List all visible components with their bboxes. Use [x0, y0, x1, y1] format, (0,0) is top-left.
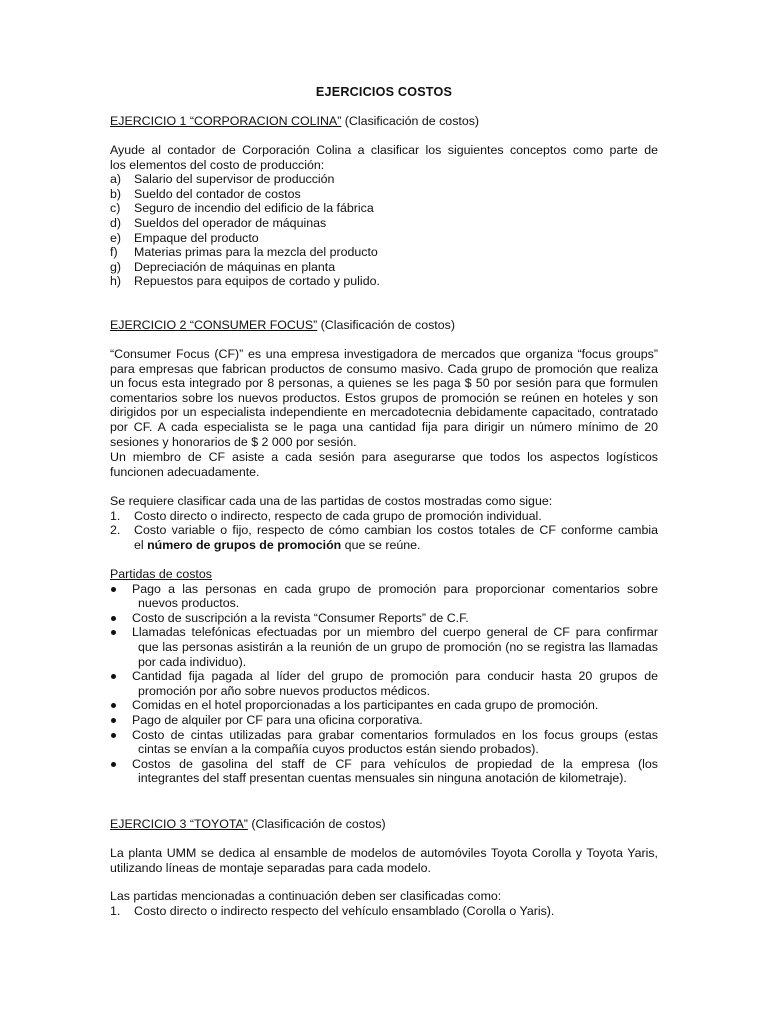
partida-item-continuation: integrantes del staff presentan cuentas mensuales sin ninguna anotación de kilometraje).	[138, 771, 627, 786]
partidas-title: Partidas de costos	[110, 567, 212, 581]
ex1-list-item-label: g)	[110, 259, 122, 274]
ex1-list-item-text: Seguro de incendio del edificio de la fábrica	[134, 201, 374, 216]
partida-item	[110, 611, 658, 626]
ex2-req-1-text: Costo directo o indirecto, respecto de cada grupo de promoción individual.	[134, 508, 542, 523]
ex3-heading-title: EJERCICIO 3 “TOYOTA”	[110, 817, 248, 831]
bullet-icon	[110, 625, 132, 669]
ex1-list-item-label: a)	[110, 172, 122, 187]
ex3-heading-suffix: (Clasificación de costos)	[247, 817, 386, 831]
partida-item-line1: Costos de gasolina del staff de CF para vehículos de propiedad de la empresa (los	[132, 756, 658, 771]
ex2-req-2-line1: Costo variable o fijo, respecto de cómo cambian los costos totales de CF conforme cambia	[134, 523, 658, 538]
ex1-list-item	[110, 260, 658, 275]
partida-item-line1: Llamadas telefónicas efectuadas por un miembro del cuerpo general de CF para confirmar	[132, 625, 658, 640]
ex1-list-item	[110, 216, 658, 231]
ex3-requirements	[110, 889, 658, 918]
ex1-list	[110, 172, 658, 289]
partida-item-line1: Costo de suscripción a la revista “Consumer Reports” de C.F.	[132, 610, 469, 625]
partida-item-continuation: nuevos productos.	[138, 596, 240, 611]
ex2-req-1	[110, 509, 658, 524]
partida-item-line1: Comidas en el hotel proporcionadas a los participantes en cada grupo de promoción.	[132, 698, 599, 713]
partida-item-body	[132, 713, 658, 728]
ex1-body	[110, 143, 658, 289]
partida-item	[110, 582, 658, 611]
bullet-icon	[110, 713, 132, 728]
ex1-list-item-label: b)	[110, 186, 122, 201]
ex3-req-1-text: Costo directo o indirecto respecto del vehículo ensamblado (Corolla o Yaris).	[134, 903, 555, 918]
partida-item-continuation: que las personas asistirán a la reunión de un grupo de promoción (no se registra las llamadas por cada individuo).	[138, 639, 658, 669]
bullet-icon	[110, 728, 132, 757]
ex1-heading-title: EJERCICIO 1 “CORPORACION COLINA”	[110, 114, 342, 128]
partida-item	[110, 757, 658, 786]
ex2-req-2	[110, 523, 658, 552]
ex2-heading	[110, 318, 658, 333]
ex1-list-item	[110, 231, 658, 246]
ex3-req-1-number: 1.	[110, 903, 121, 918]
partida-item-body	[132, 611, 658, 626]
bullet-icon	[110, 757, 132, 786]
bullet-icon	[110, 698, 132, 713]
ex2-req-2-bold: número de grupos de promoción	[147, 537, 342, 552]
ex3-req-1	[110, 904, 658, 919]
partida-item-body	[132, 698, 658, 713]
partida-item	[110, 728, 658, 757]
ex2-req-2-line2	[134, 538, 658, 553]
ex2-heading-title: EJERCICIO 2 “CONSUMER FOCUS”	[110, 318, 318, 332]
ex1-list-item-text: Sueldos del operador de máquinas	[134, 215, 327, 230]
ex2-req-1-number: 1.	[110, 508, 121, 523]
partida-item-line1: Pago de alquiler por CF para una oficina corporativa.	[132, 712, 423, 727]
partida-item	[110, 669, 658, 698]
page-title: EJERCICIOS COSTOS	[315, 85, 453, 99]
ex1-intro-line2: los elementos del costo de producción:	[110, 157, 325, 172]
ex3-heading	[110, 817, 658, 832]
ex2-requirements	[110, 494, 658, 552]
ex1-heading	[110, 114, 658, 129]
ex1-list-item	[110, 201, 658, 216]
partida-item-body	[132, 625, 658, 669]
partida-item-body	[132, 728, 658, 757]
ex1-list-item-label: e)	[110, 230, 122, 245]
ex1-list-item-text: Empaque del producto	[134, 230, 259, 245]
ex1-list-item	[110, 274, 658, 289]
partida-item	[110, 698, 658, 713]
ex1-list-item-text: Depreciación de máquinas en planta	[134, 259, 336, 274]
partida-item-continuation: promoción por año sobre nuevos productos médicos.	[138, 683, 431, 698]
partida-item-continuation: cintas se envían a la compañía cuyos productos están siendo probados).	[138, 742, 539, 757]
ex1-list-item-text: Salario del supervisor de producción	[134, 172, 335, 187]
ex2-req-2-pre: el	[134, 537, 148, 552]
partida-item	[110, 713, 658, 728]
bullet-icon	[110, 582, 132, 611]
ex3-req-intro: Las partidas mencionadas a continuación deben ser clasificadas como:	[110, 889, 502, 903]
ex1-list-item	[110, 187, 658, 202]
ex1-list-item-label: f)	[110, 245, 118, 260]
ex2-paragraph-2: Un miembro de CF asiste a cada sesión para asegurarse que todos los aspectos logísticos funcionen adecuadamente.	[110, 450, 658, 479]
ex2-req-intro: Se requiere clasificar cada una de las partidas de costos mostradas como sigue:	[110, 494, 553, 508]
ex2-paragraph-1: “Consumer Focus (CF)” es una empresa investigadora de mercados que organiza “focus groups” para empresas que fabrican productos de consumo masivo. Cada grupo de promoción que realiza un focus esta integrado por 8 personas, a quienes se les paga $ 50 por sesión para que formulen comentarios sobre los nuevos productos. Estos grupos de promoción se reúnen en hoteles y son dirigidos por un especialista independiente en mercadotecnia debidamente capacitado, contratado por CF. A cada especialista se le paga una cantidad fija para dirigir un número mínimo de 20 sesiones y honorarios de $ 2 000 por sesión.	[110, 347, 658, 449]
ex1-list-item-text: Repuestos para equipos de cortado y pulido.	[134, 274, 380, 289]
ex1-list-item-text: Sueldo del contador de costos	[134, 186, 301, 201]
bullet-icon	[110, 611, 132, 626]
ex2-req-2-number: 2.	[110, 523, 121, 538]
partida-item-body	[132, 582, 658, 611]
partida-item	[110, 625, 658, 669]
ex1-list-item-label: d)	[110, 215, 122, 230]
ex2-req-2-post: que se reúne.	[341, 537, 421, 552]
ex1-list-item-label: c)	[110, 201, 121, 216]
partida-item-line1: Cantidad fija pagada al líder del grupo de promoción para conducir hasta 20 grupos de	[132, 669, 658, 684]
partida-item-line1: Pago a las personas en cada grupo de promoción para proporcionar comentarios sobre	[132, 581, 658, 596]
ex1-list-item-text: Materias primas para la mezcla del producto	[134, 245, 378, 260]
ex1-list-item	[110, 172, 658, 187]
partida-item-line1: Costo de cintas utilizadas para grabar comentarios formulados en los focus groups (estas	[132, 727, 658, 742]
ex2-req-2-body	[134, 523, 658, 552]
ex3-paragraph-1: La planta UMM se dedica al ensamble de modelos de automóviles Toyota Corolla y Toyota Yaris, utilizando líneas de montaje separadas para cada modelo.	[110, 846, 658, 875]
partida-item-body	[132, 757, 658, 786]
ex1-list-item-label: h)	[110, 274, 122, 289]
ex2-partidas	[110, 567, 658, 786]
bullet-icon	[110, 669, 132, 698]
ex1-intro-line1: Ayude al contador de Corporación Colina a clasificar los siguientes conceptos como parte de	[110, 143, 658, 157]
ex1-list-item	[110, 245, 658, 260]
ex2-heading-suffix: (Clasificación de costos)	[317, 318, 455, 332]
ex1-heading-suffix: (Clasificación de costos)	[341, 114, 480, 128]
partida-item-body	[132, 669, 658, 698]
partidas-list	[110, 582, 658, 786]
